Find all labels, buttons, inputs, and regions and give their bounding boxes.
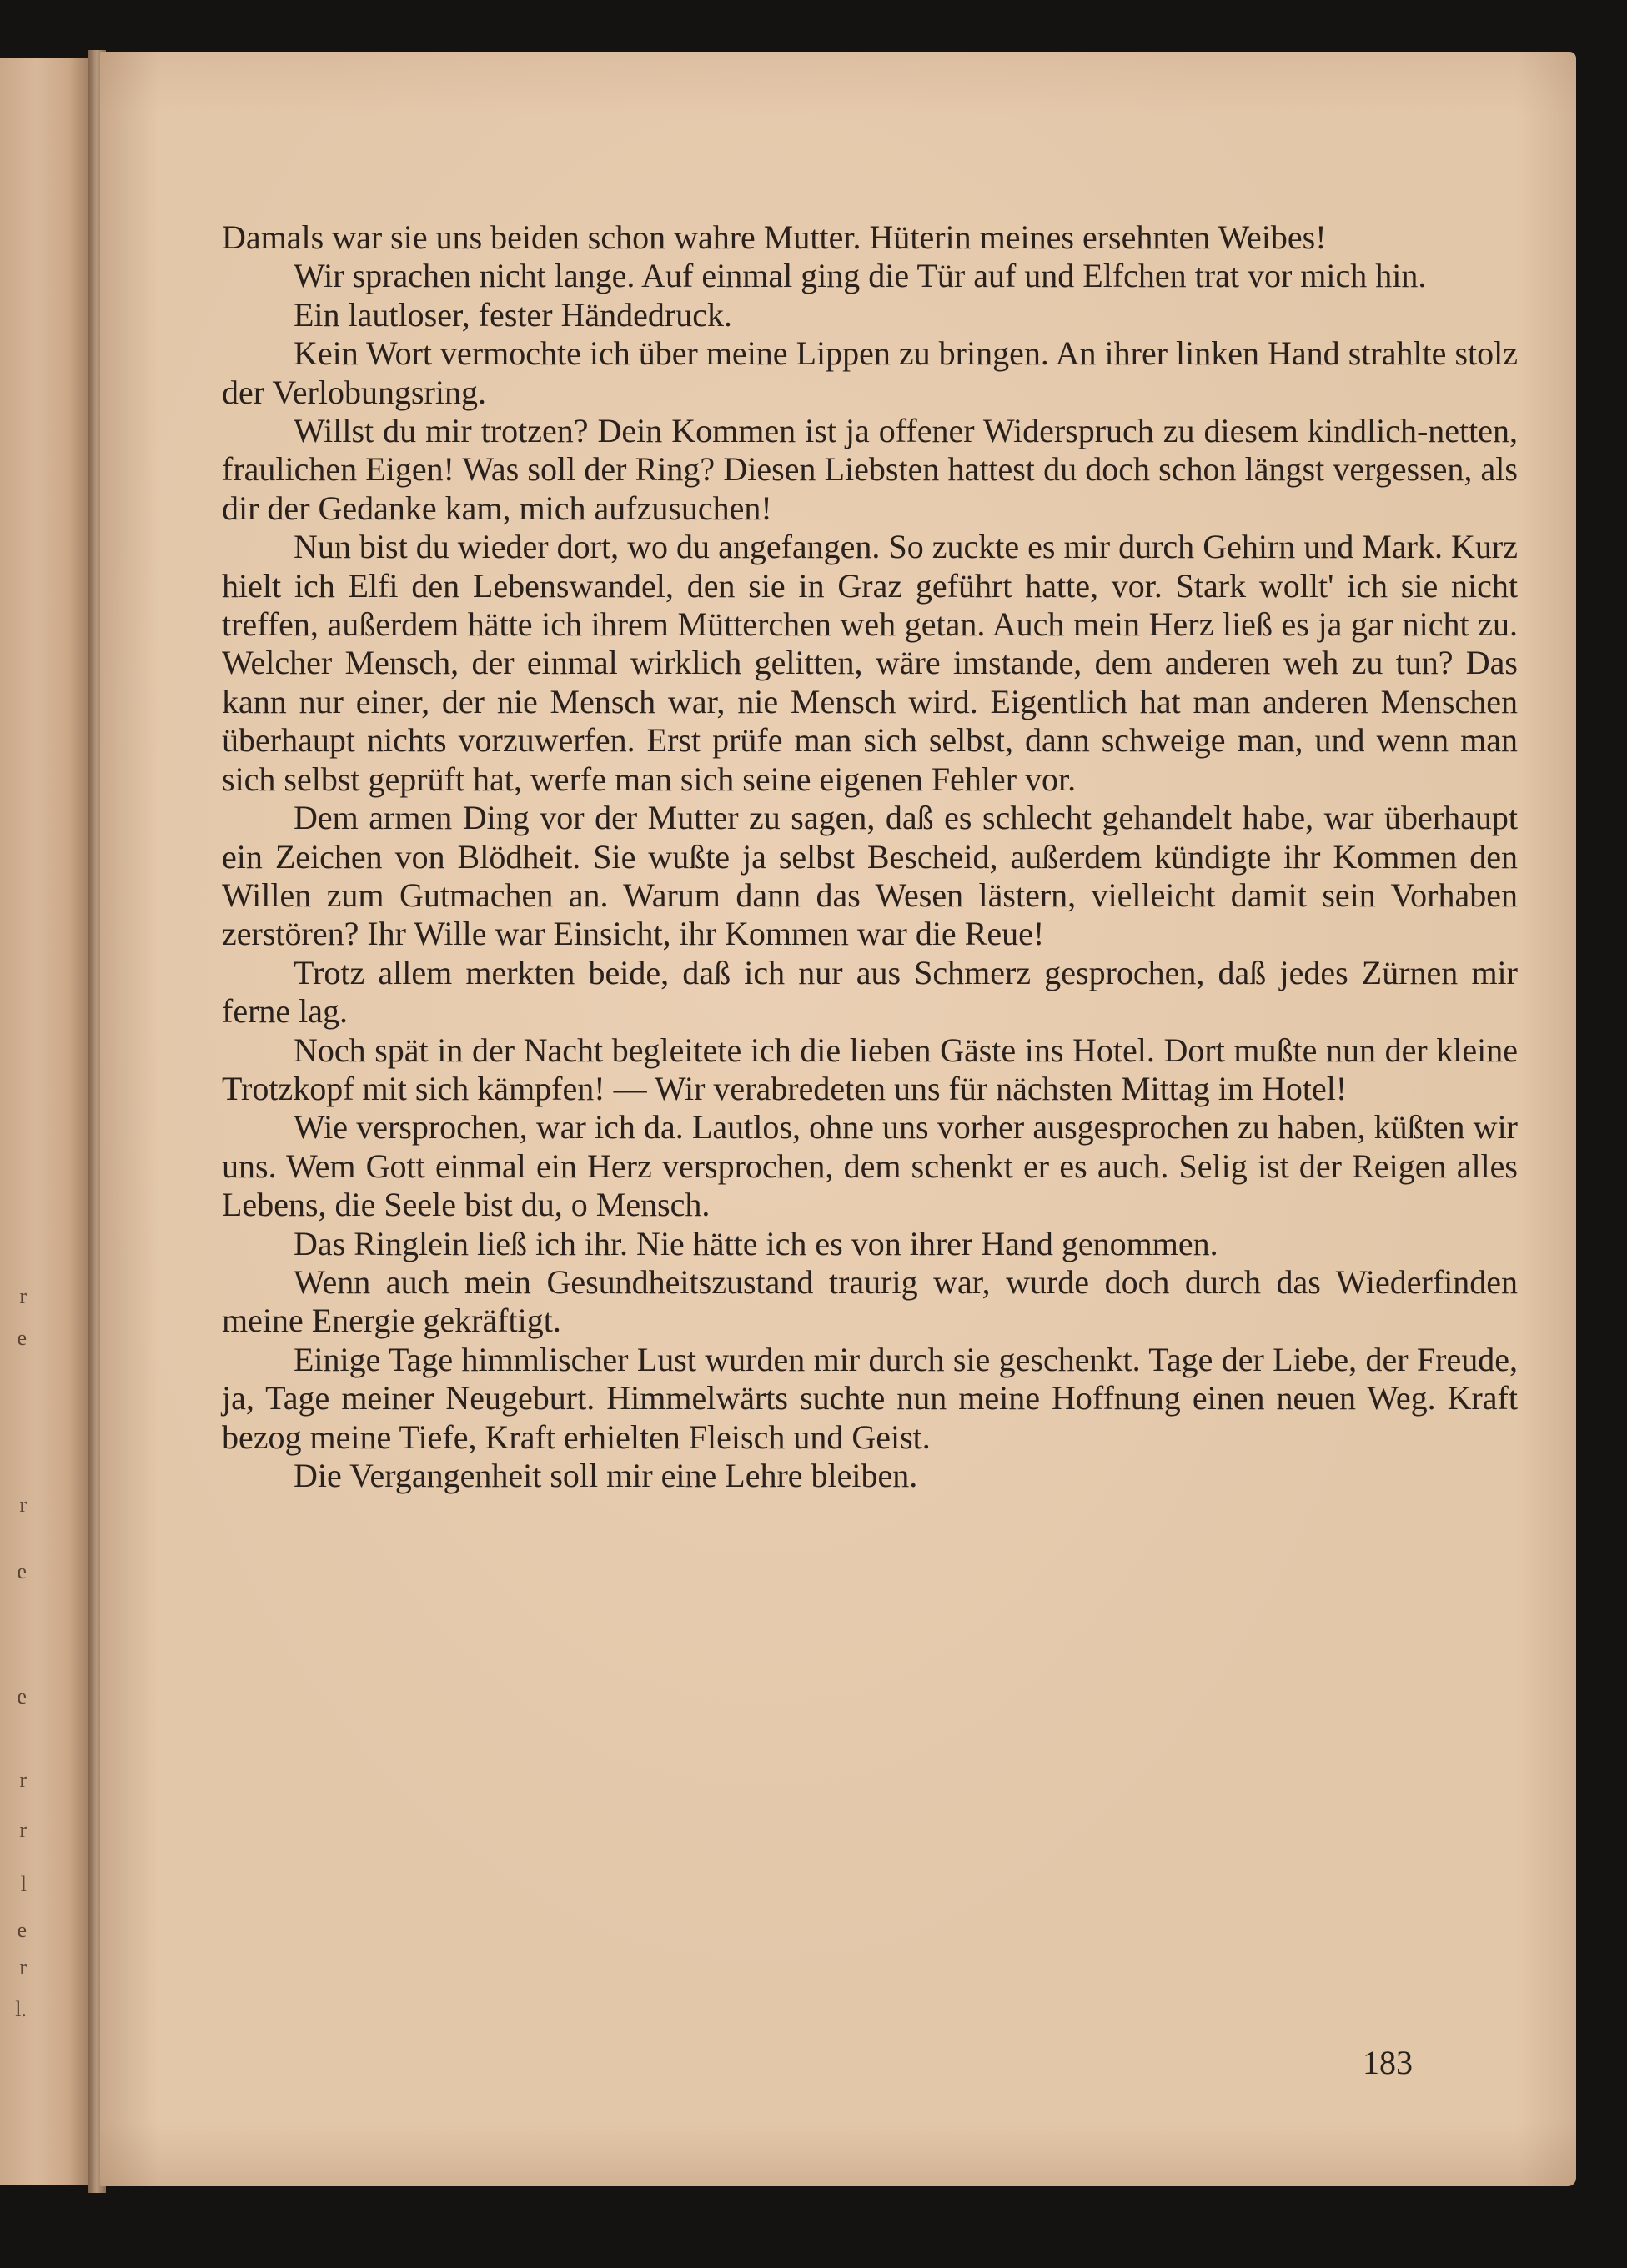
paragraph: Damals war sie uns beiden schon wahre Mutter. Hüterin meines ersehnten Weibes! <box>222 218 1327 256</box>
paragraph: Kein Wort vermochte ich über meine Lippen zu bringen. An ihrer linken Hand strahlte stolz der Verlobungsring. <box>222 334 1518 411</box>
paragraph: Wenn auch mein Gesundheitszustand traurig war, wurde doch durch das Wiederfinden meine Energie gekräftigt. <box>222 1262 1518 1340</box>
left-page-fragment: r <box>19 1493 27 1517</box>
body-text <box>222 218 1518 1495</box>
paragraph: Ein lautloser, fester Händedruck. <box>294 295 732 334</box>
book-page <box>100 52 1576 2186</box>
paragraph: Wir sprachen nicht lange. Auf einmal ging die Tür auf und Elfchen trat vor mich hin. <box>294 257 1427 295</box>
paragraph: Willst du mir trotzen? Dein Kommen ist ja offener Widerspruch zu diesem kindlich-netten, fraulichen Eigen! Was soll der Ring? Diesen Liebsten hattest du doch schon längst vergessen, als dir der Gedanke kam, mich aufzusuchen! <box>222 412 1518 527</box>
left-page-fragment: l <box>20 1872 27 1896</box>
left-page-fragment: r <box>19 1818 27 1842</box>
paragraph: Trotz allem merkten beide, daß ich nur aus Schmerz gesprochen, daß jedes Zürnen mir ferne lag. <box>222 953 1518 1031</box>
paragraph: Die Vergangenheit soll mir eine Lehre bleiben. <box>294 1457 918 1494</box>
left-page-fragment: e <box>17 1918 27 1942</box>
previous-page-edge <box>0 58 92 2185</box>
paragraph: Das Ringlein ließ ich ihr. Nie hätte ich es von ihrer Hand genommen. <box>294 1224 1218 1262</box>
paragraph: Einige Tage himmlischer Lust wurden mir durch sie geschenkt. Tage der Liebe, der Freude, ja, Tage meiner Neugeburt. Himmelwärts suchte nun meine Hoffnung einen neuen Weg. Kraft bezog meine Tiefe, Kraft erhielten Fleisch und Geist. <box>222 1340 1518 1456</box>
paragraph: Nun bist du wieder dort, wo du angefangen. So zuckte es mir durch Gehirn und Mark. Kurz hielt ich Elfi den Lebenswandel, den sie in Graz geführt hatte, vor. Stark wollt' ich sie nicht treffen, außerdem hätte ich ihrem Mütterchen weh getan. Auch mein Herz ließ es ja gar nicht zu. Welcher Mensch, der einmal wirklich gelitten, wäre imstande, dem anderen weh zu tun? Das kann nur einer, der nie Mensch war, nie Mensch wird. Eigentlich hat man anderen Menschen überhaupt nichts vorzuwerfen. Erst prüfe man sich selbst, dann schweige man, und wenn man sich selbst geprüft hat, werfe man sich seine eigenen Fehler vor. <box>222 528 1518 798</box>
left-page-fragment: e <box>17 1684 27 1709</box>
left-page-fragment: r <box>19 1768 27 1792</box>
left-page-fragment: e <box>17 1559 27 1583</box>
paragraph: Noch spät in der Nacht begleitete ich die lieben Gäste ins Hotel. Dort mußte nun der kleine Trotzkopf mit sich kämpfen! — Wir verabredeten uns für nächsten Mittag im Hotel! <box>222 1031 1518 1107</box>
left-page-fragment: r <box>19 1955 27 1979</box>
left-page-fragment: r <box>19 1284 27 1308</box>
left-page-fragment: e <box>17 1326 27 1350</box>
paragraph: Dem armen Ding vor der Mutter zu sagen, daß es schlecht gehandelt habe, war überhaupt ein Zeichen von Blödheit. Sie wußte ja selbst Bescheid, außerdem kündigte ihr Kommen den Willen zum Gutmachen an. Warum dann das Wesen lästern, vielleicht damit sein Vorhaben zerstören? Ihr Wille war Einsicht, ihr Kommen war die Reue! <box>222 799 1518 953</box>
left-page-fragment: l. <box>15 1997 27 2021</box>
paragraph: Wie versprochen, war ich da. Lautlos, ohne uns vorher ausgesprochen zu haben, küßten wir uns. Wem Gott einmal ein Herz versprochen, dem schenkt er es auch. Selig ist der Reigen alles Lebens, die Seele bist du, o Mensch. <box>222 1108 1518 1224</box>
page-number: 183 <box>1363 2044 1413 2081</box>
